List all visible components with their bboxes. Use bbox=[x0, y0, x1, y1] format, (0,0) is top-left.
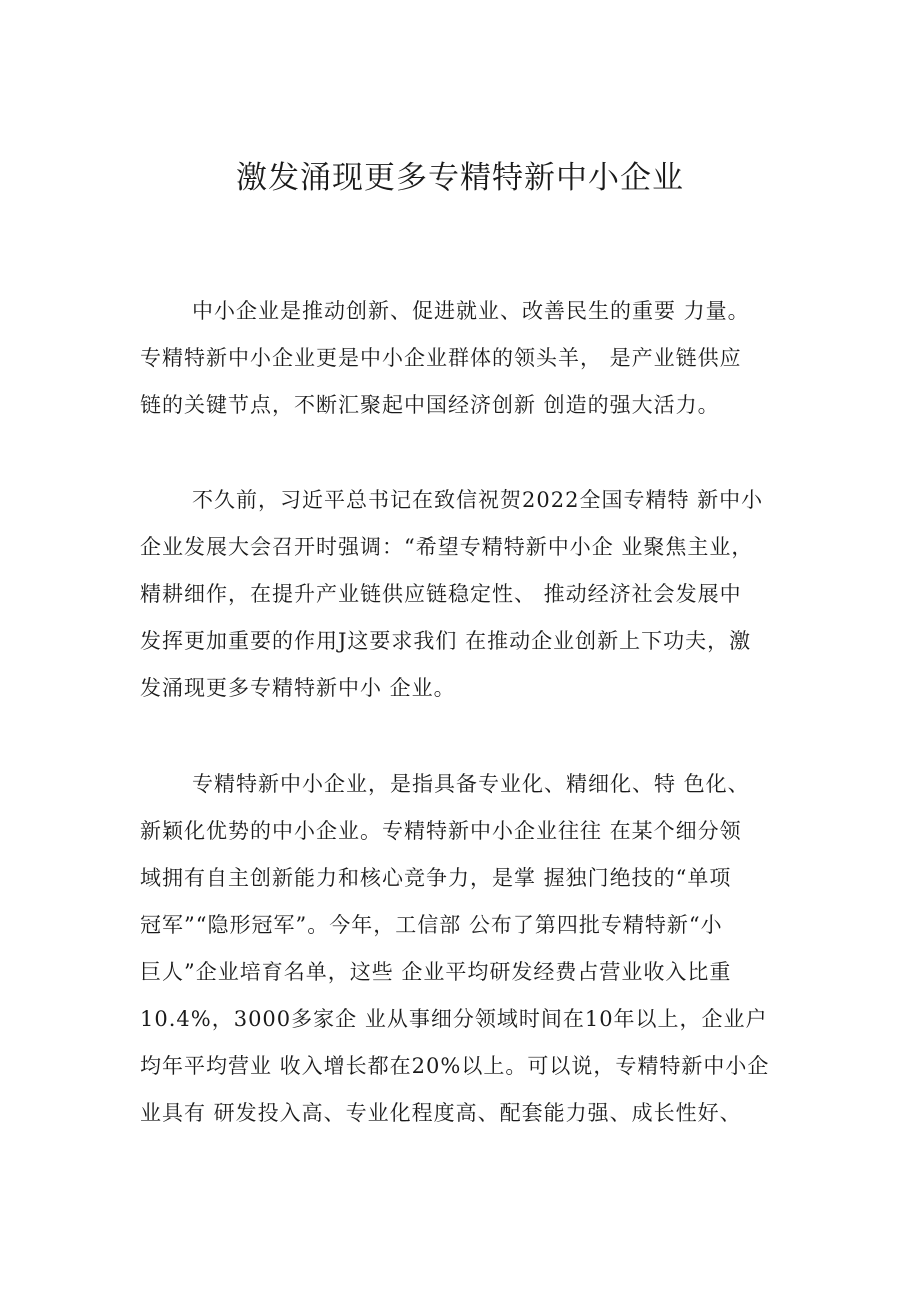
paragraph-line: 企业发展大会召开时强调：“希望专精特新中小企 业聚焦主业， bbox=[140, 535, 754, 559]
paragraph-line: 专精特新中小企业，是指具备专业化、精细化、特 色化、 bbox=[192, 772, 750, 796]
paragraph-line: 不久前，习近平总书记在致信祝贺2022全国专精特 新中小 bbox=[192, 488, 764, 512]
paragraph-line: 均年平均营业 收入增长都在20%以上。可以说，专精特新中小企 bbox=[140, 1054, 770, 1078]
paragraph-line: 链的关键节点，不断汇聚起中国经济创新 创造的强大活力。 bbox=[140, 393, 720, 417]
paragraph-2 bbox=[140, 477, 800, 712]
paragraph-line: 域拥有自主创新能力和核心竞争力，是掌 握独门绝技的“单项 bbox=[140, 866, 732, 890]
paragraph-line: 巨人”企业培育名单，这些 企业平均研发经费占营业收入比重 bbox=[140, 960, 732, 984]
paragraph-line: 中小企业是推动创新、促进就业、改善民生的重要 力量。 bbox=[192, 299, 750, 323]
paragraph-1 bbox=[140, 288, 800, 429]
paragraph-3 bbox=[140, 761, 800, 1137]
paragraph-line: 10.4%，3000多家企 业从事细分领域时间在10年以上，企业户 bbox=[140, 1007, 768, 1031]
paragraph-line: 发挥更加重要的作用J这要求我们 在推动企业创新上下功夫，激 bbox=[140, 629, 752, 653]
paragraph-line: 冠军”“隐形冠军”。今年，工信部 公布了第四批专精特新“小 bbox=[140, 913, 723, 937]
paragraph-line: 专精特新中小企业更是中小企业群体的领头羊， 是产业链供应 bbox=[140, 346, 742, 370]
paragraph-line: 精耕细作，在提升产业链供应链稳定性、 推动经济社会发展中 bbox=[140, 582, 742, 606]
paragraph-line: 发涌现更多专精特新中小 企业。 bbox=[140, 676, 456, 700]
paragraph-line: 新颖化优势的中小企业。专精特新中小企业往往 在某个细分领 bbox=[140, 819, 742, 843]
document-title: 激发涌现更多专精特新中小企业 bbox=[236, 160, 684, 196]
paragraph-line: 业具有 研发投入高、专业化程度高、配套能力强、成长性好、 bbox=[140, 1101, 742, 1125]
